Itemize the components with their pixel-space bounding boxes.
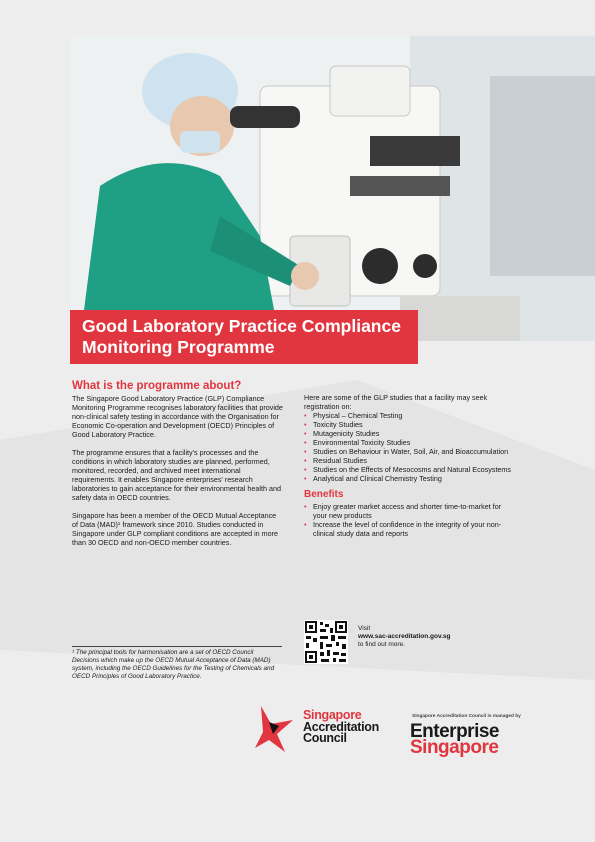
managed-by-text: Singapore Accreditation Council is managed by — [412, 714, 521, 719]
studies-list — [304, 411, 516, 483]
title-banner — [70, 310, 418, 364]
list-item: • Residual Studies — [304, 456, 516, 465]
left-column — [72, 382, 284, 556]
enterprise-singapore-logo — [410, 721, 499, 758]
visit-text — [358, 625, 450, 649]
es-line-1: Enterprise — [410, 721, 499, 742]
studies-intro: Here are some of the GLP studies that a facility may seek registration on: — [304, 393, 488, 411]
paragraph: The programme ensures that a facility's processes and the conditions in which laboratory studies are planned, performed, monitored, recorded, and archived meet international requirements. It enables Singapore enterprises' research laboratories to gain acceptance for their environmental health and safety data in OECD countries. — [72, 448, 281, 502]
list-item: • Studies on Behaviour in Water, Soil, Air, and Bioaccumulation — [304, 447, 516, 456]
page-title — [82, 316, 401, 358]
list-item: • Analytical and Clinical Chemistry Testing — [304, 474, 516, 483]
paragraph: Singapore has been a member of the OECD Mutual Acceptance of Data (MAD)¹ framework since 2010. Studies conducted in Singapore under GLP compliant conditions are accepted in more than 30 OECD and non-OECD member countries. — [72, 511, 279, 547]
es-line-2: Singapore — [410, 737, 499, 758]
list-item: • Increase the level of confidence in the integrity of your non-clinical study data and reports — [304, 520, 516, 538]
title-line-1: Good Laboratory Practice Compliance — [82, 316, 401, 336]
qr-code[interactable] — [304, 620, 348, 664]
paragraph: The Singapore Good Laboratory Practice (GLP) Compliance Monitoring Programme recognises laboratory facilities that provide non-clinical safety testing in accordance with the Organisation for Economic Co-operation and Development (OECD) Principles of Good Laboratory Practice. — [72, 394, 283, 439]
hero-photo — [70, 36, 595, 341]
title-line-2: Monitoring Programme — [82, 337, 275, 357]
list-item: • Mutagenicity Studies — [304, 429, 516, 438]
list-item: • Enjoy greater market access and shorter time-to-market for your new products — [304, 502, 516, 520]
sac-line-2: Accreditation — [303, 719, 379, 734]
section-heading-benefits: Benefits — [304, 489, 344, 500]
list-item: • Environmental Toxicity Studies — [304, 438, 516, 447]
section-heading-about: What is the programme about? — [72, 380, 242, 392]
list-item: • Physical – Chemical Testing — [304, 411, 516, 420]
visit-label: Visit — [358, 625, 371, 632]
right-column — [304, 393, 516, 538]
lab-scene-illustration — [70, 36, 595, 341]
list-item: • Studies on the Effects of Mesocosms and Natural Ecosystems — [304, 465, 516, 474]
footnote: ¹ The principal tools for harmonisation are a set of OECD Council Decisions which make up the OECD Mutual Acceptance of Data (MAD) system, including the OECD Guidelines for the Testing of Chemicals and OECD Principles of Good Laboratory Practice. — [72, 646, 282, 681]
visit-url-link[interactable]: www.sac-accreditation.gov.sg — [358, 633, 451, 640]
visit-suffix: to find out more. — [358, 641, 405, 648]
sac-logo-text — [303, 710, 379, 745]
sac-line-3: Council — [303, 731, 347, 745]
sac-line-1: Singapore — [303, 708, 362, 722]
list-item: • Toxicity Studies — [304, 420, 516, 429]
benefits-list — [304, 502, 516, 538]
